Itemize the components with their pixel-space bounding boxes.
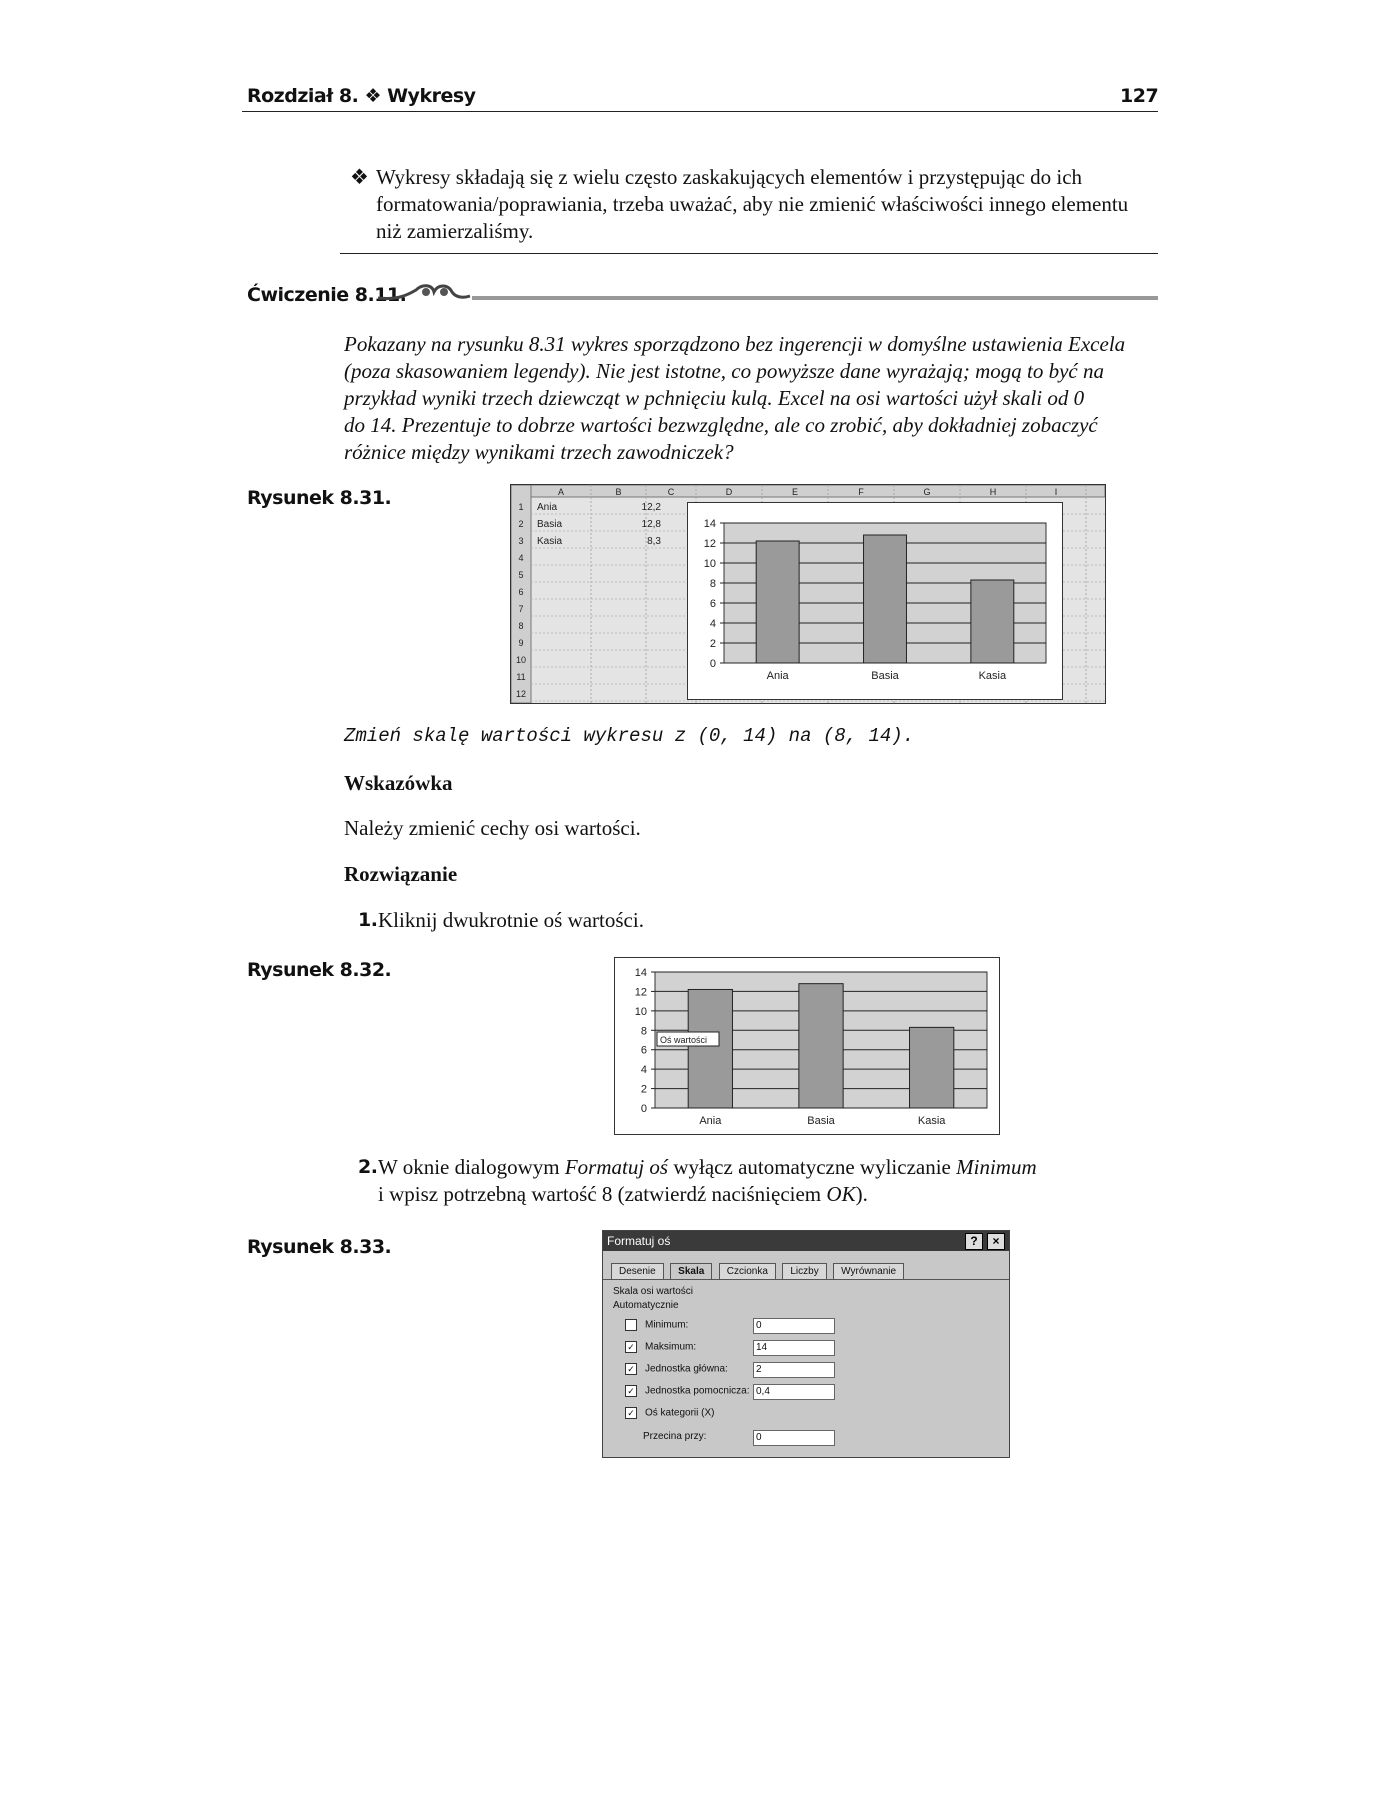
tab-czcionka[interactable]: Czcionka (719, 1263, 776, 1279)
row-number-2: 2 (518, 519, 524, 529)
bar-ania (756, 541, 799, 663)
y-tick-label: 2 (709, 638, 716, 650)
major-unit-field[interactable]: 2 (753, 1362, 835, 1378)
axis-tooltip-text: Oś wartości (660, 1035, 708, 1045)
embedded-chart-8-31[interactable] (687, 502, 1063, 700)
maximum-checkbox[interactable]: ✓ (625, 1341, 637, 1353)
cell-name: Basia (537, 519, 563, 530)
x-tick-label: Basia (807, 1115, 835, 1127)
maximum-label: Maksimum: (645, 1341, 697, 1353)
minor-unit-label: Jednostka pomocnicza: (645, 1385, 750, 1397)
minimum-field[interactable]: 0 (753, 1318, 835, 1334)
task-text: Zmień skalę wartości wykresu z (0, 14) na (8, 14). (344, 725, 915, 747)
y-tick-label: 10 (634, 1005, 647, 1018)
crosses-at-row (643, 1431, 706, 1442)
row-number-9: 9 (518, 638, 524, 648)
page-number: 127 (1120, 85, 1159, 107)
y-tick-label: 8 (709, 578, 716, 590)
row-number-12: 12 (515, 689, 527, 699)
format-axis-dialog (602, 1230, 1010, 1458)
step-1-number: 1. (358, 909, 378, 931)
cell-name: Ania (537, 502, 558, 513)
dialog-title: Formatuj oś (607, 1234, 671, 1248)
minimum-label: Minimum: (645, 1319, 689, 1331)
category-axis-checkbox[interactable]: ✓ (625, 1407, 637, 1419)
intro-line-4: do 14. Prezentuje to dobrze wartości bezwzględne, ale co zrobić, aby dokładniej zobaczyć (344, 413, 1098, 437)
note-line-2: formatowania/poprawiania, trzeba uważać, aby nie zmienić właściwości innego elementu (376, 192, 1129, 216)
figure-8-33-label: Rysunek 8.33. (247, 1236, 392, 1258)
note-rule (340, 253, 1158, 254)
y-tick-label: 14 (703, 518, 716, 530)
y-tick-label: 2 (640, 1083, 647, 1096)
x-tick-label: Kasia (978, 670, 1007, 682)
row-number-10: 10 (515, 655, 527, 665)
y-tick-label: 12 (634, 986, 647, 999)
intro-line-1: Pokazany na rysunku 8.31 wykres sporządzono bez ingerencji w domyślne ustawienia Excela (344, 332, 1126, 356)
cell-value: 12,8 (641, 519, 661, 530)
bar-kasia (910, 1027, 954, 1108)
column-header-B: B (615, 487, 622, 497)
column-header-G: G (923, 487, 931, 497)
column-header-C: C (667, 487, 675, 497)
dialog-titlebar (603, 1231, 1009, 1251)
step-2-dialog-name: Formatuj oś (564, 1155, 669, 1179)
x-tick-label: Ania (699, 1115, 722, 1127)
cell-value: 12,2 (641, 502, 661, 513)
step-2-ok: OK (826, 1182, 856, 1206)
major-unit-checkbox[interactable]: ✓ (625, 1363, 637, 1375)
row-number-1: 1 (518, 502, 524, 512)
category-axis-row (625, 1407, 714, 1419)
close-icon[interactable]: × (987, 1233, 1005, 1250)
column-header-bar (511, 485, 1105, 497)
y-tick-label: 4 (640, 1064, 647, 1077)
intro-line-5: różnice między wynikami trzech zawodniczek? (344, 440, 734, 464)
minor-unit-field[interactable]: 0,4 (753, 1384, 835, 1400)
note-line-1: Wykresy składają się z wielu często zaskakujących elementów i przystępując do ich (376, 165, 1083, 189)
crosses-at-field[interactable]: 0 (753, 1430, 835, 1446)
column-header-E: E (791, 487, 799, 497)
step-2-text-d: ). (855, 1182, 868, 1206)
exercise-title: Ćwiczenie 8.11. (247, 284, 407, 306)
category-axis-label: Oś kategorii (X) (645, 1407, 715, 1419)
row-number-6: 6 (518, 587, 524, 597)
cell-name: Kasia (537, 536, 563, 547)
step-2-text-c: i wpisz potrzebną wartość 8 (zatwierdź naciśnięciem (378, 1182, 827, 1206)
tab-desenie[interactable]: Desenie (611, 1263, 664, 1279)
figure-8-31-label: Rysunek 8.31. (247, 487, 392, 509)
row-number-8: 8 (518, 621, 524, 631)
row-number-7: 7 (518, 604, 524, 614)
bar-basia (864, 535, 907, 663)
y-tick-label: 6 (640, 1044, 647, 1057)
maximum-field[interactable]: 14 (753, 1340, 835, 1356)
step-2-text-a: W oknie dialogowym (378, 1155, 565, 1179)
y-tick-label: 12 (703, 538, 716, 550)
major-unit-row (625, 1363, 728, 1375)
major-unit-label: Jednostka główna: (645, 1363, 728, 1375)
x-tick-label: Basia (871, 670, 899, 682)
tab-wyrownanie[interactable]: Wyrównanie (833, 1263, 904, 1279)
minimum-row (625, 1319, 688, 1331)
y-tick-label: 0 (640, 1103, 647, 1115)
exercise-heading-rule (472, 296, 1158, 300)
hint-text: Należy zmienić cechy osi wartości. (344, 816, 641, 840)
header-rule (242, 111, 1158, 112)
step-2-number: 2. (358, 1156, 378, 1178)
step-2-minimum: Minimum (956, 1155, 1037, 1179)
row-number-5: 5 (518, 570, 524, 580)
help-icon[interactable]: ? (965, 1233, 983, 1250)
y-tick-label: 14 (634, 967, 647, 979)
x-tick-label: Ania (766, 670, 789, 682)
y-tick-label: 4 (709, 618, 716, 630)
column-header-H: H (989, 487, 997, 497)
exercise-ornament (376, 280, 471, 306)
bar-basia (799, 984, 843, 1108)
y-tick-label: 0 (709, 658, 716, 670)
crosses-at-label: Przecina przy: (643, 1431, 707, 1442)
solution-heading: Rozwiązanie (344, 862, 458, 886)
auto-label: Automatycznie (613, 1300, 679, 1311)
bar-ania (688, 989, 732, 1108)
scale-group-label: Skala osi wartości (613, 1286, 694, 1297)
column-header-F: F (858, 487, 864, 497)
tab-skala[interactable]: Skala (670, 1263, 712, 1279)
cell-value: 8,3 (647, 536, 661, 547)
y-tick-label: 6 (709, 598, 716, 610)
figure-8-32-label: Rysunek 8.32. (247, 959, 392, 981)
step-1-text: Kliknij dwukrotnie oś wartości. (378, 908, 644, 932)
minor-unit-row (625, 1385, 750, 1397)
column-header-D: D (725, 487, 733, 497)
y-tick-label: 10 (703, 558, 716, 570)
row-number-11: 11 (516, 672, 526, 682)
x-tick-label: Kasia (917, 1115, 946, 1127)
bar-chart-8-32 (615, 958, 999, 1134)
intro-line-3: przykład wyniki trzech dziewcząt w pchnięciu kulą. Excel na osi wartości użył skali od 0 (344, 386, 1085, 410)
note-bullet: ❖ (350, 165, 369, 189)
note-line-3: niż zamierzaliśmy. (376, 219, 534, 243)
row-number-3: 3 (518, 536, 524, 546)
step-2-text-b: wyłącz automatyczne wyliczanie (668, 1155, 957, 1179)
figure-8-31-spreadsheet (510, 484, 1106, 704)
minor-unit-checkbox[interactable]: ✓ (625, 1385, 637, 1397)
maximum-row (625, 1341, 696, 1353)
bar-kasia (971, 580, 1014, 663)
step-2-line-1 (378, 1154, 1037, 1181)
row-number-4: 4 (518, 553, 524, 563)
hint-heading: Wskazówka (344, 771, 453, 795)
figure-8-32-chart[interactable] (614, 957, 1000, 1135)
minimum-checkbox[interactable] (625, 1319, 637, 1331)
running-header-chapter: Rozdział 8. ❖ Wykresy (247, 85, 476, 107)
tab-liczby[interactable]: Liczby (782, 1263, 826, 1279)
column-header-A: A (557, 487, 565, 497)
step-2-line-2 (378, 1181, 868, 1208)
y-tick-label: 8 (640, 1025, 647, 1038)
bar-chart-8-31 (688, 503, 1062, 699)
column-header-I: I (1054, 487, 1058, 497)
intro-line-2: (poza skasowaniem legendy). Nie jest istotne, co powyższe dane wyrażają; mogą to być na (344, 359, 1104, 383)
dialog-tabs (603, 1251, 1009, 1280)
